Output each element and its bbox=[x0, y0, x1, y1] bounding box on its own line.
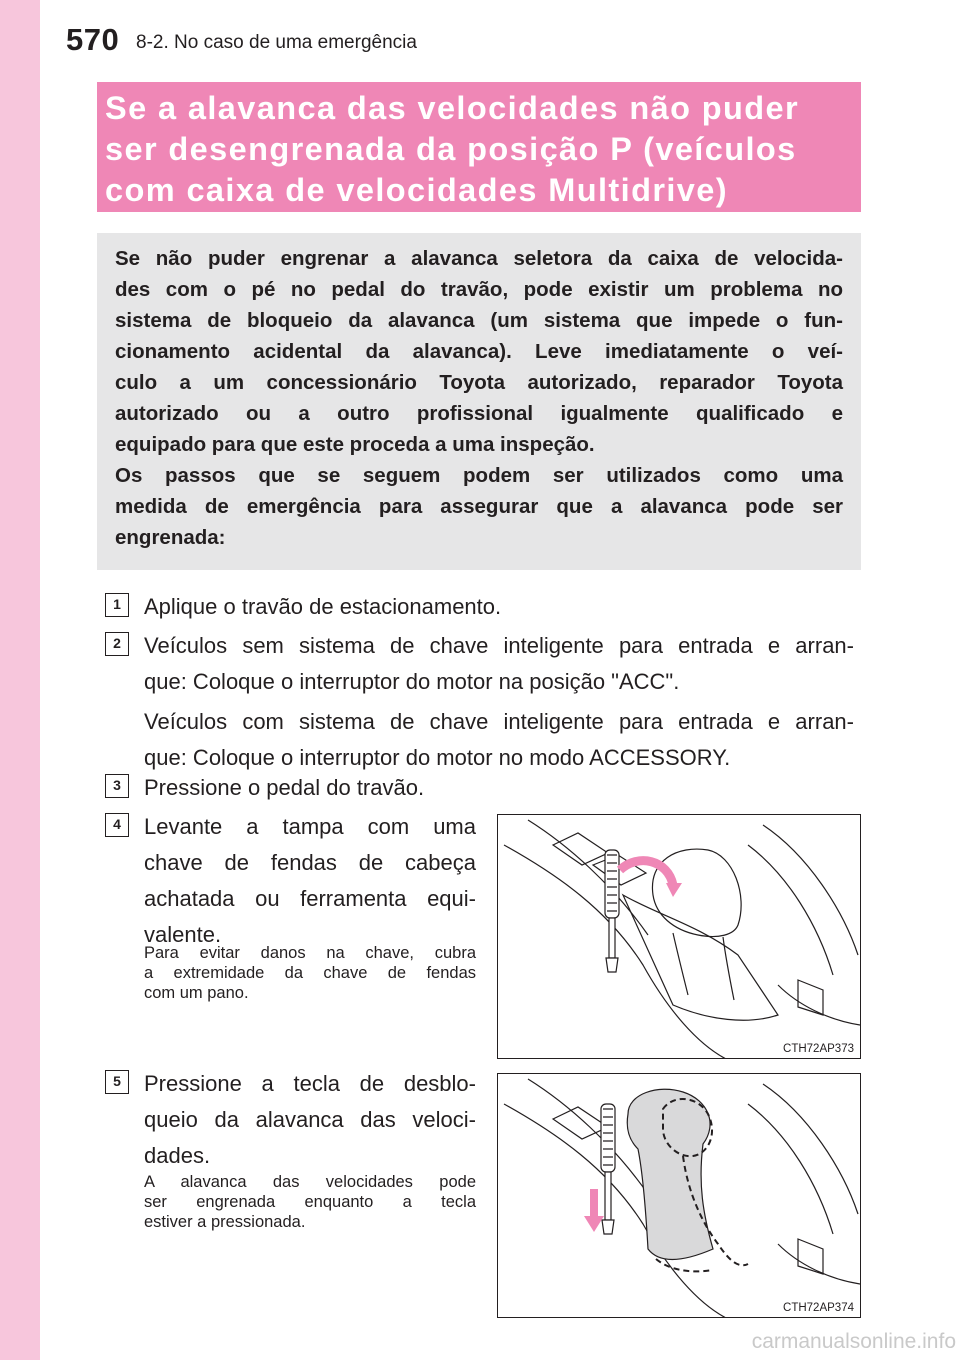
intro-line: sistema de bloqueio da alavanca (um sistema que impede o fun- bbox=[115, 309, 843, 332]
intro-line: equipado para que este proceda a uma inspeção. bbox=[115, 433, 595, 456]
intro-line: medida de emergência para assegurar que a alavanca pode ser bbox=[115, 495, 843, 518]
step-text: Veículos com sistema de chave inteligente para entrada e arran- bbox=[144, 709, 854, 734]
step-text: dades. bbox=[144, 1143, 211, 1168]
intro-line: des com o pé no pedal do travão, pode existir um problema no bbox=[115, 278, 843, 301]
step-text: Veículos sem sistema de chave inteligente para entrada e arran- bbox=[144, 633, 854, 658]
page-number: 570 bbox=[66, 22, 120, 57]
step-number-badge: 1 bbox=[105, 593, 129, 617]
step-text: Aplique o travão de estacionamento. bbox=[144, 594, 502, 619]
intro-line: autorizado ou a outro profissional igualmente qualificado e bbox=[115, 402, 843, 425]
figure-lever-unlock bbox=[497, 1073, 861, 1318]
step-text: que: Coloque o interruptor do motor no modo ACCESSORY. bbox=[144, 745, 731, 770]
title-line: Se a alavanca das velocidades não puder bbox=[105, 90, 800, 126]
step-number-badge: 2 bbox=[105, 632, 129, 656]
step-number-badge: 3 bbox=[105, 774, 129, 798]
section-header: 8-2. No caso de uma emergência bbox=[136, 32, 417, 53]
step-note: a extremidade da chave de fendas bbox=[144, 964, 476, 982]
figure-code: CTH72AP373 bbox=[783, 1043, 854, 1055]
step-text: achatada ou ferramenta equi- bbox=[144, 886, 476, 911]
figure-code: CTH72AP374 bbox=[783, 1302, 854, 1314]
console-illustration bbox=[498, 1074, 861, 1318]
step-text: Levante a tampa com uma bbox=[144, 814, 476, 839]
step-note: A alavanca das velocidades pode bbox=[144, 1173, 476, 1191]
step-note: com um pano. bbox=[144, 984, 249, 1002]
step-text: queio da alavanca das veloci- bbox=[144, 1107, 476, 1132]
step-note: estiver a pressionada. bbox=[144, 1213, 306, 1231]
title-band bbox=[97, 82, 861, 212]
step-note: Para evitar danos na chave, cubra bbox=[144, 944, 476, 962]
intro-line: cionamento acidental da alavanca). Leve imediatamente o veí- bbox=[115, 340, 843, 363]
step-text: chave de fendas de cabeça bbox=[144, 850, 476, 875]
step-number-badge: 4 bbox=[105, 813, 129, 837]
page-side-tab bbox=[0, 0, 40, 1360]
title-line: com caixa de velocidades Multidrive) bbox=[105, 172, 728, 208]
step-number-badge: 5 bbox=[105, 1070, 129, 1094]
step-text: que: Coloque o interruptor do motor na posição "ACC". bbox=[144, 669, 680, 694]
console-illustration bbox=[498, 815, 861, 1059]
intro-box bbox=[97, 233, 861, 570]
step-text: valente. bbox=[144, 922, 222, 947]
step-text: Pressione a tecla de desblo- bbox=[144, 1071, 476, 1096]
figure-lever-cover bbox=[497, 814, 861, 1059]
intro-line: engrenada: bbox=[115, 526, 226, 549]
intro-line: Se não puder engrenar a alavanca seletora da caixa de velocida- bbox=[115, 247, 843, 270]
intro-line: culo a um concessionário Toyota autorizado, reparador Toyota bbox=[115, 371, 843, 394]
intro-line: Os passos que se seguem podem ser utilizados como uma bbox=[115, 464, 843, 487]
watermark: carmanualsonline.info bbox=[751, 1330, 956, 1353]
step-text: Pressione o pedal do travão. bbox=[144, 775, 425, 800]
title-line: ser desengrenada da posição P (veículos bbox=[105, 131, 797, 167]
step-note: ser engrenada enquanto a tecla bbox=[144, 1193, 476, 1211]
